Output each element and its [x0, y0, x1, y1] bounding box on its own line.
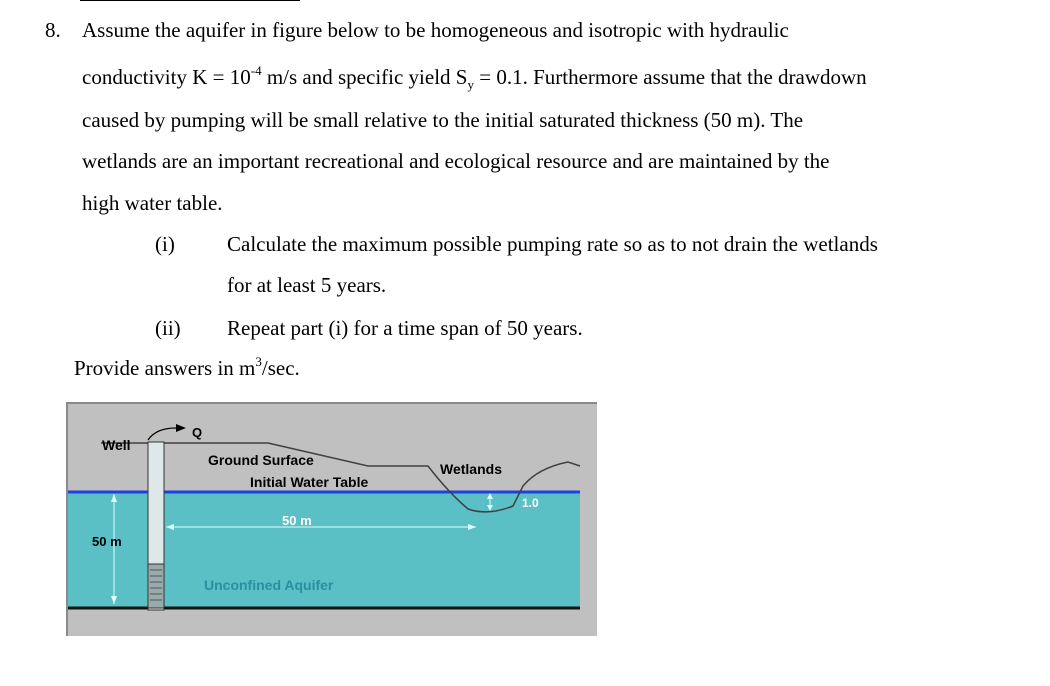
- answer-units-a: Provide answers in m: [74, 356, 256, 380]
- part-i-text-1: Calculate the maximum possible pumping rate so as to not drain the wetlands: [227, 232, 878, 256]
- aquifer-label: Unconfined Aquifer: [204, 577, 334, 593]
- aquifer-diagram: [66, 402, 597, 636]
- aquifer-diagram-svg: [68, 404, 597, 636]
- answer-units-line: [74, 356, 300, 383]
- question-line-3: caused by pumping will be small relative to the initial saturated thickness (50 m). The: [82, 108, 804, 132]
- thickness-label: 50 m: [92, 534, 122, 549]
- well-screen: [148, 564, 164, 608]
- question-line-2-b: m/s and specific yield S: [261, 65, 468, 89]
- wetlands-label: Wetlands: [440, 461, 502, 477]
- q-label: Q: [192, 425, 203, 440]
- part-ii-label: (ii): [155, 316, 181, 340]
- question-line-2-c: = 0.1. Furthermore assume that the drawdown: [473, 65, 867, 89]
- well-label: Well: [102, 437, 131, 453]
- wetland-depth-label: 1.0: [522, 496, 539, 510]
- water-table-label: Initial Water Table: [250, 474, 369, 490]
- part-i-text-2: for at least 5 years.: [227, 273, 387, 297]
- part-ii-text: Repeat part (i) for a time span of 50 years.: [227, 316, 583, 340]
- question-line-5: high water table.: [82, 191, 223, 215]
- subscript: y: [467, 77, 474, 92]
- question-line-1: Assume the aquifer in figure below to be homogeneous and isotropic with hydraulic: [82, 18, 789, 42]
- answer-units-exp: 3: [255, 354, 262, 369]
- pump-arrow-icon: [176, 424, 186, 432]
- top-rule: [80, 0, 300, 1]
- answer-units-b: /sec.: [261, 356, 300, 380]
- pump-outflow-line: [148, 428, 176, 440]
- question-line-2: [82, 65, 867, 92]
- part-i-label: (i): [155, 232, 175, 256]
- question-line-2-a: conductivity K = 10: [82, 65, 251, 89]
- question-number: 8.: [45, 18, 61, 42]
- distance-label: 50 m: [282, 513, 312, 528]
- exponent: -4: [250, 63, 262, 78]
- ground-surface-label: Ground Surface: [208, 452, 314, 468]
- question-line-4: wetlands are an important recreational and ecological resource and are maintained by the: [82, 149, 830, 173]
